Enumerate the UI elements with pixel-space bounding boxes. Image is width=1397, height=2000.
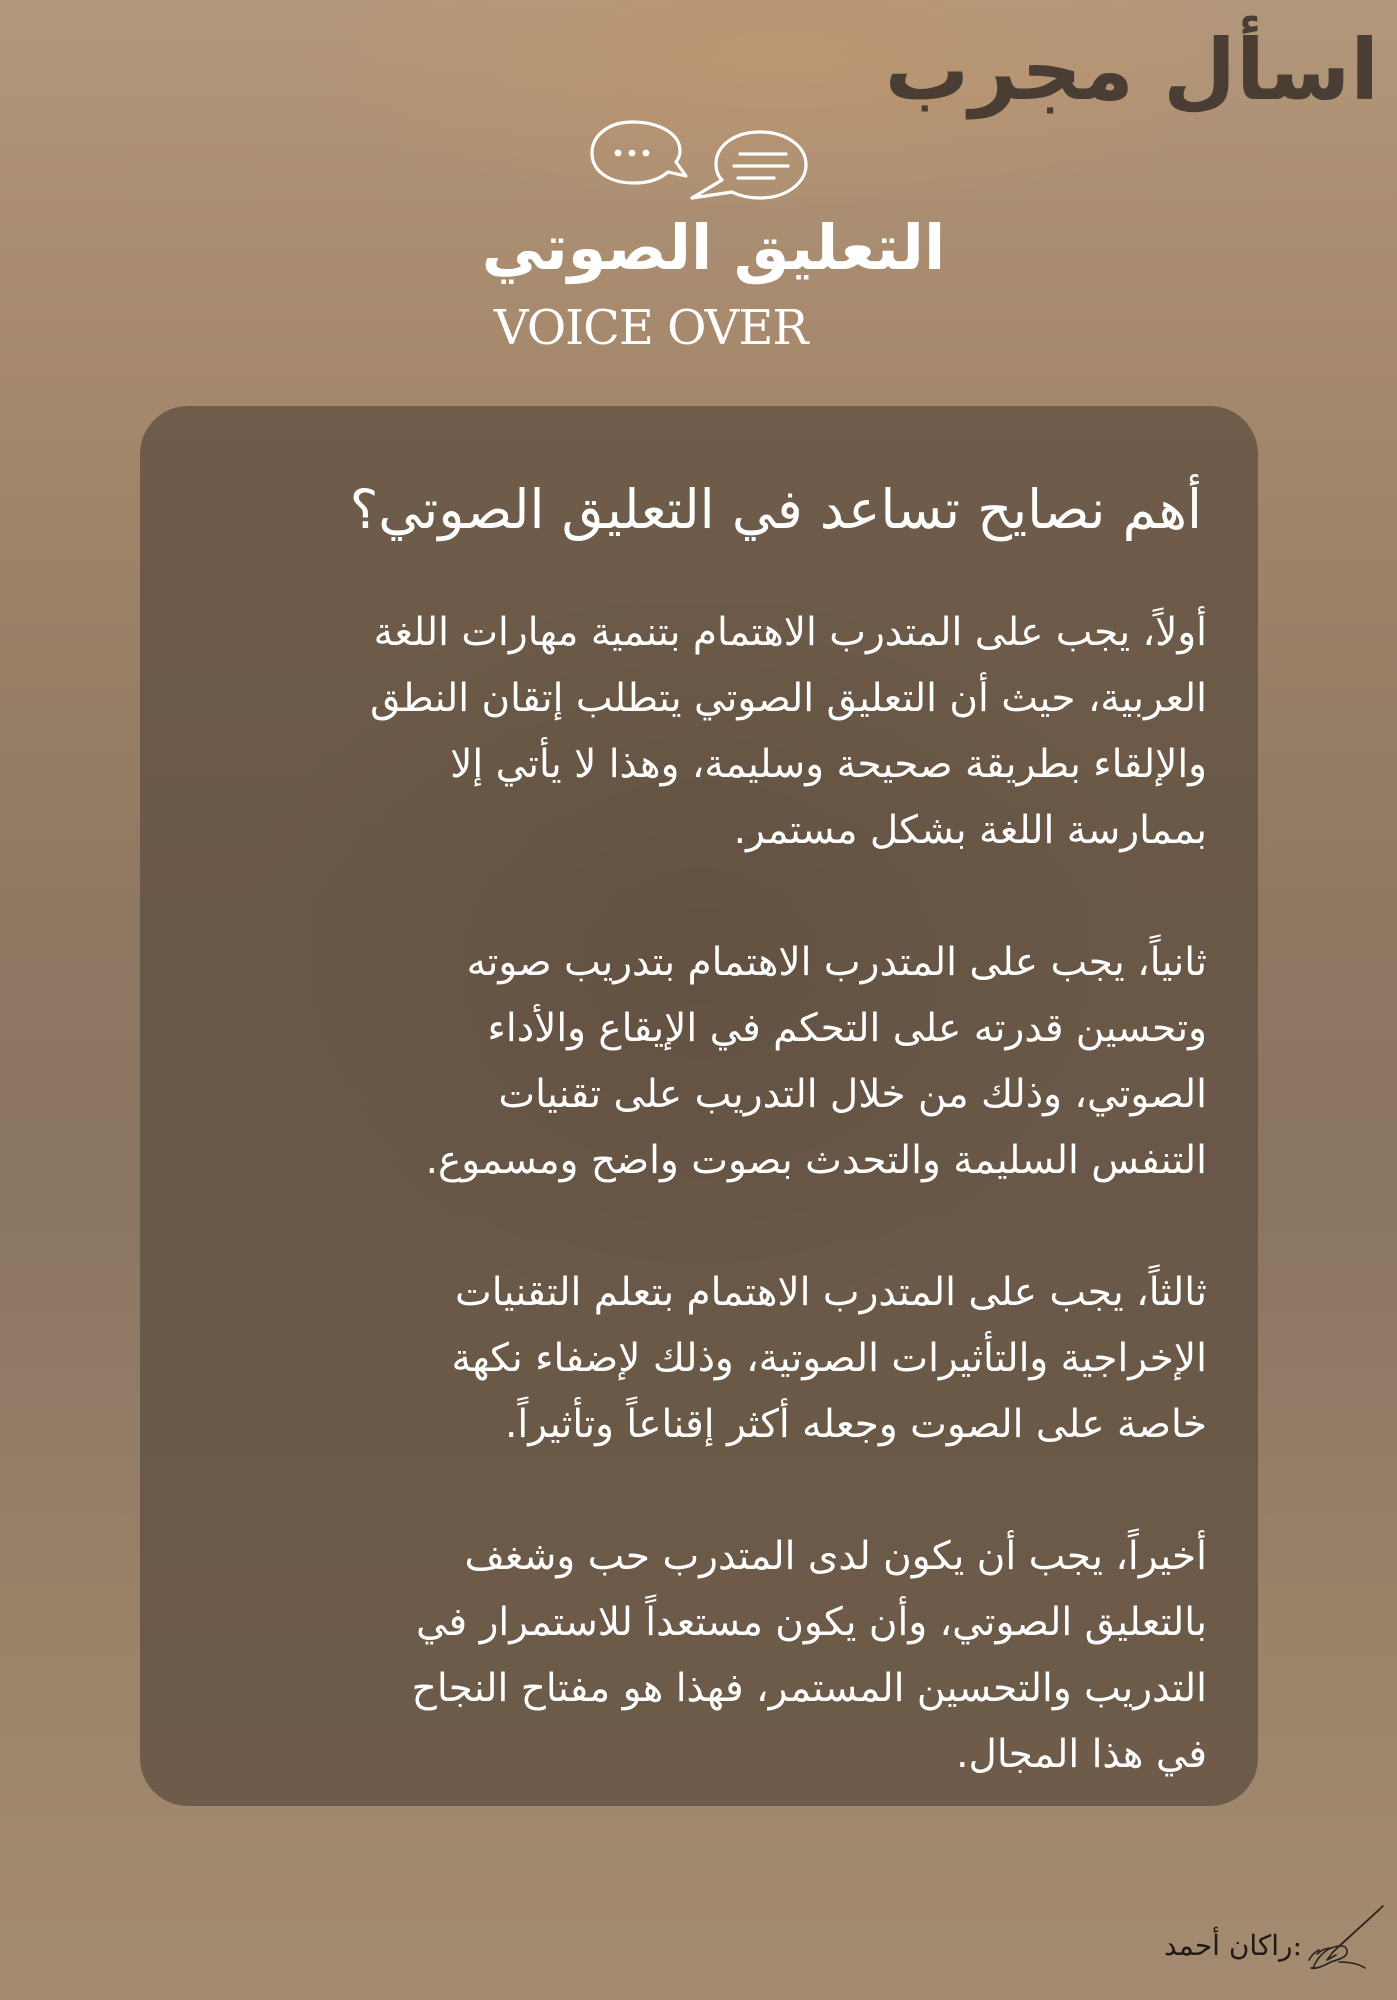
tip-line: التدريب والتحسين المستمر، فهذا هو مفتاح النجاح — [411, 1666, 1207, 1711]
tips-list — [207, 600, 1207, 1854]
main-title: التعليق الصوتي — [481, 211, 946, 284]
tip-line: أخيراً، يجب أن يكون لدى المتدرب حب وشغف — [464, 1534, 1207, 1579]
tip-line: بالتعليق الصوتي، وأن يكون مستعداً للاستمرار في — [416, 1600, 1207, 1645]
tip-line: في هذا المجال. — [956, 1732, 1207, 1777]
tip-line: والإلقاء بطريقة صحيحة وسليمة، وهذا لا يأتي إلا — [450, 742, 1207, 787]
tip-line: ثانياً، يجب على المتدرب الاهتمام بتدريب صوته — [466, 940, 1207, 985]
chat-bubbles-icon — [588, 110, 820, 210]
tip-paragraph — [207, 600, 1207, 864]
tip-paragraph — [207, 1524, 1207, 1788]
tip-line: العربية، حيث أن التعليق الصوتي يتطلب إتقان النطق — [370, 676, 1207, 721]
tip-line: بممارسة اللغة بشكل مستمر. — [733, 808, 1207, 853]
brand-title: اسأل مجرب — [884, 21, 1379, 119]
tip-paragraph — [207, 930, 1207, 1194]
tip-line: التنفس السليمة والتحدث بصوت واضح ومسموع. — [425, 1138, 1207, 1183]
tip-line: ثالثاً، يجب على المتدرب الاهتمام بتعلم التقنيات — [455, 1270, 1207, 1315]
sub-title: VOICE OVER — [494, 300, 808, 356]
card-heading: أهم نصايح تساعد في التعليق الصوتي؟ — [349, 478, 1202, 541]
tip-paragraph — [207, 1260, 1207, 1458]
tip-line: وتحسين قدرته على التحكم في الإيقاع والأداء — [487, 1006, 1207, 1051]
tip-line: أولاً، يجب على المتدرب الاهتمام بتنمية مهارات اللغة — [373, 610, 1207, 655]
author-credit: :راكان أحمد — [1163, 1929, 1302, 1962]
tip-line: الإخراجية والتأثيرات الصوتية، وذلك لإضفاء نكهة — [451, 1336, 1207, 1381]
tip-line: الصوتي، وذلك من خلال التدريب على تقنيات — [498, 1072, 1207, 1117]
tip-line: خاصة على الصوت وجعله أكثر إقناعاً وتأثيراً. — [505, 1402, 1207, 1447]
pen-hand-icon — [1303, 1902, 1389, 1972]
